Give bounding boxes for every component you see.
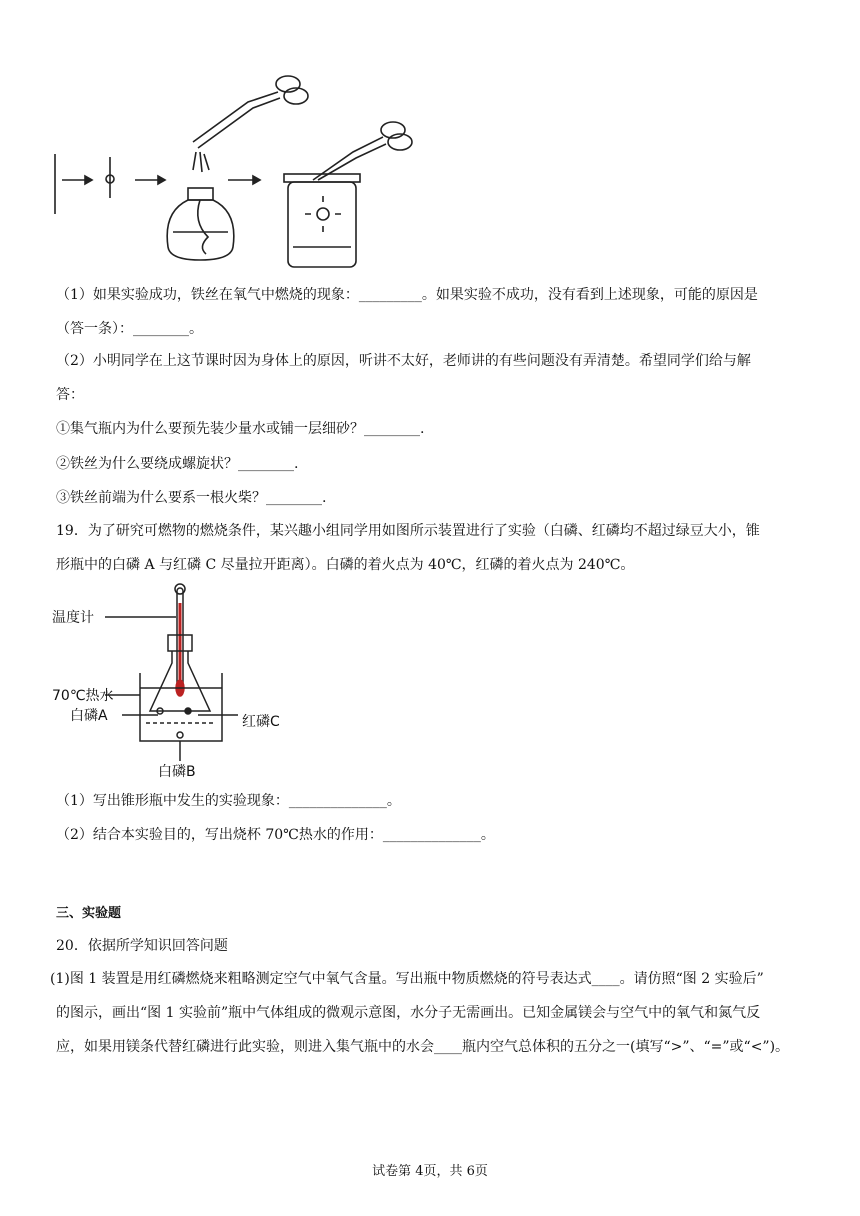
q19-answer-1: （1）写出锥形瓶中发生的实验现象：______________。 bbox=[56, 793, 401, 809]
section-heading: 三、实验题 bbox=[56, 906, 122, 921]
q18-part2-line1: （2）小明同学在上这节课时因为身体上的原因，听讲不太好，老师讲的有些问题没有弄清楚。希望同学们给与解 bbox=[56, 353, 751, 369]
q18-sub-question-2: ②铁丝为什么要绕成螺旋状？________. bbox=[56, 456, 299, 472]
q18-part2-line2: 答： bbox=[56, 387, 84, 403]
q19-intro-line2: 形瓶中的白磷 A 与红磷 C 尽量拉开距离）。白磷的着火点为 40℃，红磷的着火点为 240℃。 bbox=[56, 557, 635, 573]
q20-line2: 的图示，画出“图 1 实验前”瓶中气体组成的微观示意图，水分子无需画出。已知金属镁会与空气中的氧气和氮气反 bbox=[56, 1005, 761, 1021]
q20-line3: 应，如果用镁条代替红磷进行此实验，则进入集气瓶中的水会____瓶内空气总体积的五分之一(填写“>”、“=”或“<”)。 bbox=[56, 1039, 790, 1055]
q18-part1-line2: （答一条）：________。 bbox=[56, 321, 203, 337]
q19-answer-2: （2）结合本实验目的，写出烧杯 70℃热水的作用：______________。 bbox=[56, 827, 495, 843]
q20-title: 20．依据所学知识回答问题 bbox=[56, 938, 228, 954]
q18-sub-question-1: ①集气瓶内为什么要预先装少量水或铺一层细砂？________. bbox=[56, 421, 425, 437]
q18-part1-line1: （1）如果实验成功，铁丝在氧气中燃烧的现象：_________。如果实验不成功，没有看到上述现象，可能的原因是 bbox=[56, 287, 758, 303]
iron-wire-experiment-figure bbox=[48, 62, 428, 277]
thermometer-label: 温度计 bbox=[52, 610, 94, 626]
white-phosphorus-a-label: 白磷A bbox=[70, 708, 108, 724]
q20-line1: (1)图 1 装置是用红磷燃烧来粗略测定空气中氧气含量。写出瓶中物质燃烧的符号表达式____。请仿照“图 2 实验后” bbox=[50, 971, 764, 987]
page-footer: 试卷第 4页，共 6页 bbox=[372, 1164, 488, 1179]
combustion-apparatus-figure bbox=[50, 583, 300, 783]
q19-intro-line1: 19．为了研究可燃物的燃烧条件，某兴趣小组同学用如图所示装置进行了实验（白磷、红磷均不超过绿豆大小，锥 bbox=[56, 523, 760, 539]
red-phosphorus-c-label: 红磷C bbox=[242, 714, 280, 730]
hot-water-label: 70℃热水 bbox=[52, 688, 114, 704]
q18-sub-question-3: ③铁丝前端为什么要系一根火柴？________. bbox=[56, 490, 327, 506]
white-phosphorus-b-label: 白磷B bbox=[158, 764, 196, 780]
